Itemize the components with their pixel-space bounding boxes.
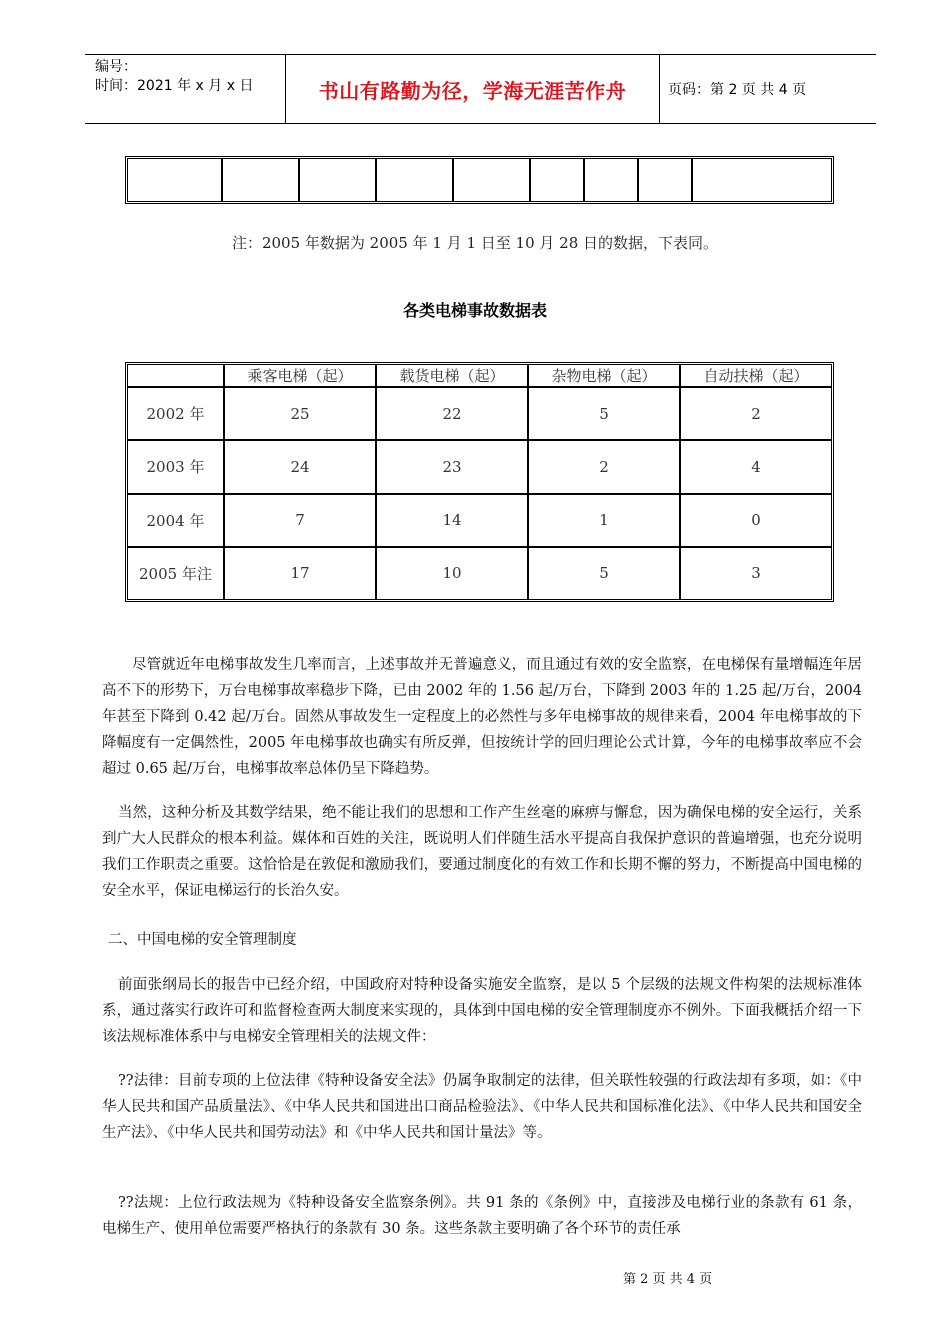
value-cell: 0 — [680, 494, 832, 547]
header-cell: 乘客电梯（起） — [224, 364, 376, 387]
document-number-label: 编号： — [95, 59, 137, 75]
year-cell: 2003 年 — [127, 440, 224, 493]
header-cell: 杂物电梯（起） — [528, 364, 680, 387]
table-row — [127, 440, 832, 493]
paragraph-accident-rate: 尽管就近年电梯事故发生几率而言，上述事故并无普遍意义，而且通过有效的安全监察，在电梯保有量增幅连年居高不下的形势下，万台电梯事故率稳步下降，已由 2002 年的 1.56 起/万台，下降到 2003 年的 1.25 起/万台，2004 年甚至下降到 0.42 起/万台。固然从事故发生一定程度上的必然性与多年电梯事故的规律来看，2004 年电梯事故的下降幅度有一定偶然性，2005 年电梯事故也确实有所反弹，但按统计学的回归理论公式计算，今年的电梯事故率应不会超过 0.65 起/万台，电梯事故率总体仍呈下降趋势。 — [102, 657, 862, 777]
header-motto: 书山有路勤为径，学海无涯苦作舟 — [286, 55, 660, 123]
value-cell: 24 — [224, 440, 376, 493]
value-cell: 22 — [376, 387, 528, 440]
year-cell: 2005 年注 — [127, 547, 224, 600]
year-cell: 2002 年 — [127, 387, 224, 440]
section-heading: 二、中国电梯的安全管理制度 — [108, 932, 297, 948]
value-cell: 10 — [376, 547, 528, 600]
value-cell: 17 — [224, 547, 376, 600]
document-time-label: 时间：2021 年 x 月 x 日 — [95, 78, 254, 94]
table-note: 注：2005 年数据为 2005 年 1 月 1 日至 10 月 28 日的数据，下表同。 — [231, 234, 719, 252]
value-cell: 1 — [528, 494, 680, 547]
table-row — [127, 547, 832, 600]
header-cell: 自动扶梯（起） — [680, 364, 832, 387]
value-cell: 14 — [376, 494, 528, 547]
table-header-row — [127, 364, 832, 387]
paragraph-regulation-system: 前面张纲局长的报告中已经介绍，中国政府对特种设备实施安全监察，是以 5 个层级的法规文件构架的法规标准体系，通过落实行政许可和监督检查两大制度来实现的，具体到中国电梯的安全管理制度亦不例外。下面我概括介绍一下该法规标准体系中与电梯安全管理相关的法规文件： — [102, 977, 862, 1045]
value-cell: 23 — [376, 440, 528, 493]
accident-data-table — [125, 362, 834, 602]
value-cell: 7 — [224, 494, 376, 547]
value-cell: 5 — [528, 547, 680, 600]
table-row — [127, 387, 832, 440]
value-cell: 2 — [680, 387, 832, 440]
header-page-label: 页码：第 2 页 共 4 页 — [668, 82, 807, 98]
page-header — [85, 54, 876, 124]
header-cell: 载货电梯（起） — [376, 364, 528, 387]
header-cell — [127, 364, 224, 387]
table-row — [127, 494, 832, 547]
value-cell: 2 — [528, 440, 680, 493]
value-cell: 3 — [680, 547, 832, 600]
value-cell: 25 — [224, 387, 376, 440]
header-meta — [85, 55, 286, 123]
paragraph-safety-awareness: 当然，这种分析及其数学结果，绝不能让我们的思想和工作产生丝毫的麻痹与懈怠，因为确保电梯的安全运行，关系到广大人民群众的根本利益。媒体和百姓的关注，既说明人们伴随生活水平提高自我保护意识的普遍增强，也充分说明我们工作职责之重要。这恰恰是在敦促和激励我们，要通过制度化的有效工作和长期不懈的努力，不断提高中国电梯的安全水平，保证电梯运行的长治久安。 — [102, 805, 862, 899]
value-cell: 4 — [680, 440, 832, 493]
year-cell: 2004 年 — [127, 494, 224, 547]
page-footer: 第 2 页 共 4 页 — [623, 1272, 713, 1287]
table-title: 各类电梯事故数据表 — [402, 301, 547, 320]
value-cell: 5 — [528, 387, 680, 440]
paragraph-laws: ??法律：目前专项的上位法律《特种设备安全法》仍属争取制定的法律，但关联性较强的行政法却有多项，如：《中华人民共和国产品质量法》、《中华人民共和国进出口商品检验法》、《中华人民共和国标准化法》、《中华人民共和国安全生产法》、《中华人民共和国劳动法》和《中华人民共和国计量法》等。 — [102, 1073, 862, 1141]
previous-table-tail — [125, 156, 834, 204]
paragraph-regulations: ??法规：上位行政法规为《特种设备安全监察条例》。共 91 条的《条例》中，直接涉及电梯行业的条款有 61 条，电梯生产、使用单位需要严格执行的条款有 30 条。这些条款主要明确了各个环节的责任承 — [102, 1195, 862, 1237]
